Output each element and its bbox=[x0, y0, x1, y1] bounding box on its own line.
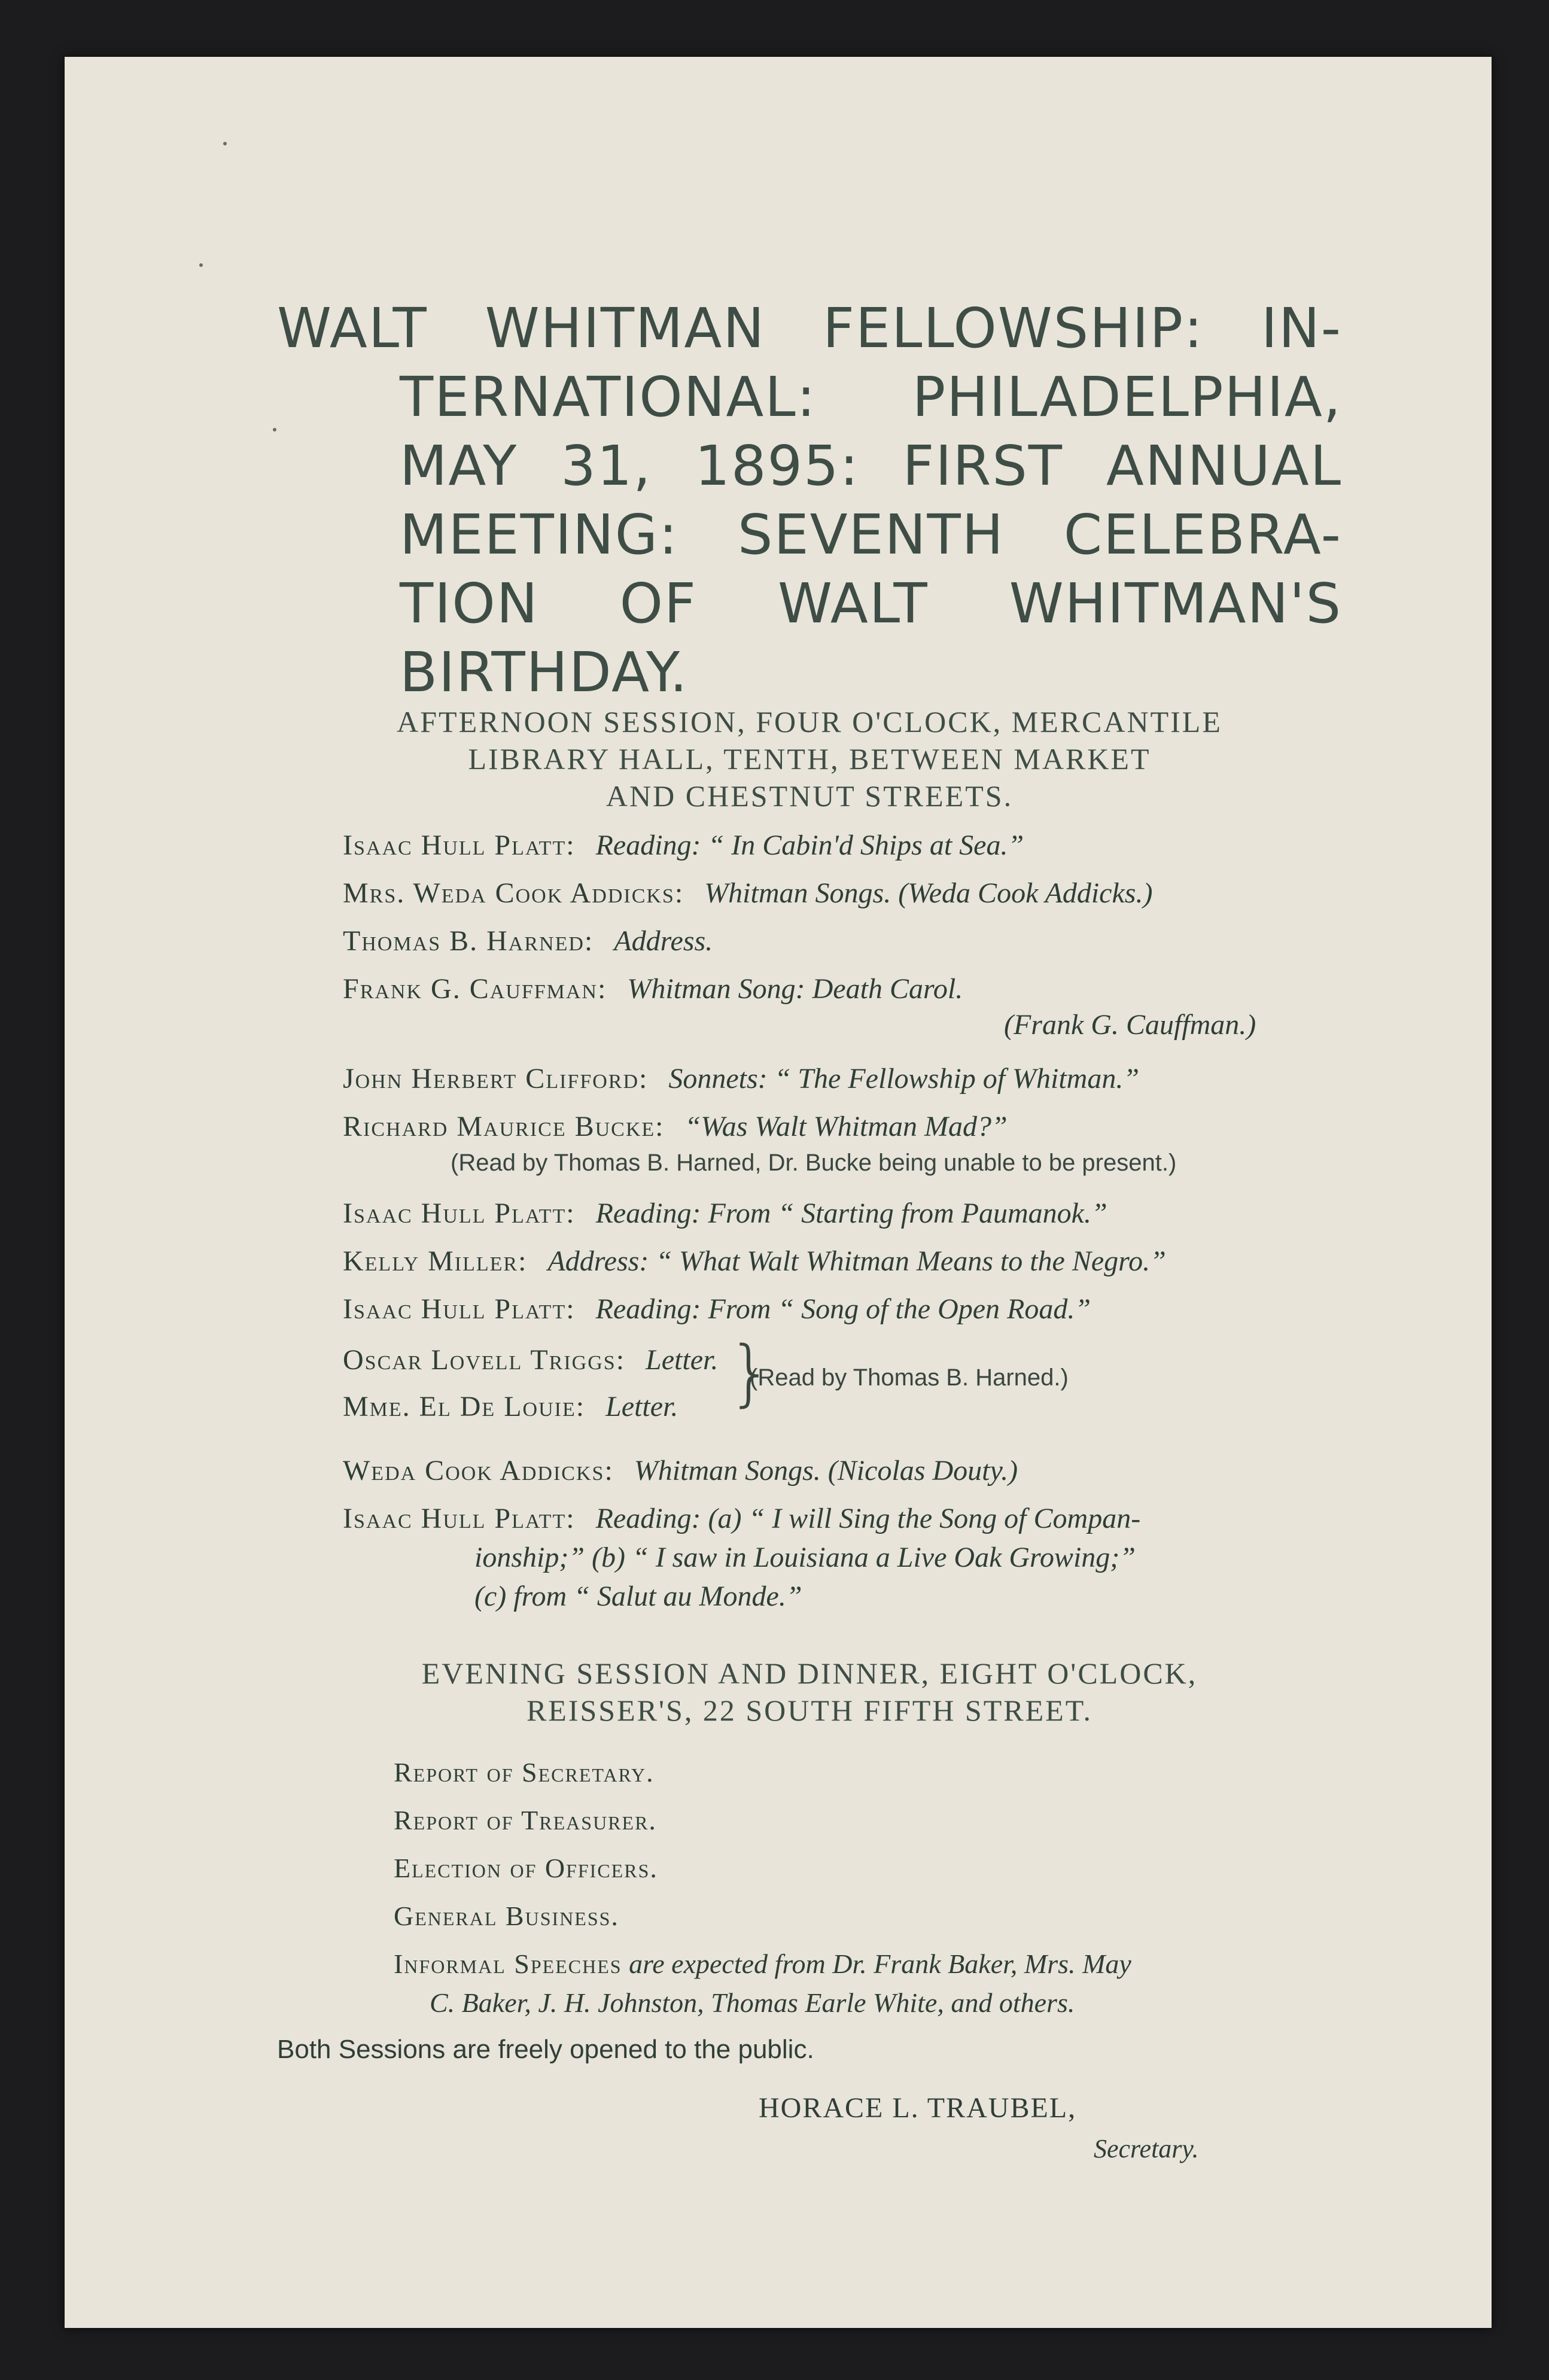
performance: Address: “ What Walt Whitman Means to the Negro.” bbox=[547, 1245, 1166, 1277]
program-item: Isaac Hull Platt: Reading: (a) “ I will Sing the Song of Compan- bbox=[343, 1503, 1141, 1534]
evening-item bbox=[394, 1948, 1131, 1980]
speeches-text-continuation: C. Baker, J. H. Johnston, Thomas Earle White, and others. bbox=[430, 1987, 1075, 2018]
performance: Reading: From “ Song of the Open Road.” bbox=[595, 1293, 1091, 1325]
evening-item: Report of Treasurer. bbox=[394, 1805, 657, 1835]
program-item: Kelly Miller: Address: “ What Walt Whitman Means to the Negro.” bbox=[343, 1245, 1166, 1277]
performer-name: Isaac Hull Platt bbox=[343, 1197, 567, 1229]
program-item: Isaac Hull Platt: Reading: From “ Song of the Open Road.” bbox=[343, 1293, 1091, 1325]
evening-heading bbox=[277, 1655, 1342, 1729]
signature-name: HORACE L. TRAUBEL, bbox=[759, 2092, 1077, 2124]
evening-item: Election of Officers. bbox=[394, 1853, 658, 1883]
performance: Whitman Songs. (Weda Cook Addicks.) bbox=[704, 877, 1153, 909]
performer-name: Thomas B. Harned bbox=[343, 925, 585, 957]
performer-name: Mme. El De Louie bbox=[343, 1391, 576, 1422]
title-line-2: TERNATIONAL: PHILADELPHIA, bbox=[400, 365, 1342, 429]
program-page bbox=[65, 57, 1492, 2328]
performance: Letter. bbox=[646, 1344, 719, 1376]
performance: Letter. bbox=[605, 1391, 678, 1422]
program-item: John Herbert Clifford: Sonnets: “ The Fellowship of Whitman.” bbox=[343, 1063, 1140, 1095]
performance: Reading: “ In Cabin'd Ships at Sea.” bbox=[595, 829, 1024, 861]
performer-name: Weda Cook Addicks bbox=[343, 1455, 605, 1487]
paper-speck bbox=[223, 142, 227, 145]
signature-title: Secretary. bbox=[1094, 2134, 1199, 2163]
brace-note: (Read by Thomas B. Harned.) bbox=[750, 1364, 1069, 1391]
evening-heading-line-2: REISSER'S, 22 SOUTH FIFTH STREET. bbox=[526, 1694, 1093, 1727]
performance: Whitman Song: Death Carol. bbox=[627, 973, 963, 1005]
performer-name: Richard Maurice Bucke bbox=[343, 1111, 656, 1142]
performance: Reading: From “ Starting from Paumanok.” bbox=[595, 1197, 1107, 1229]
performance: Reading: (a) “ I will Sing the Song of Compan- bbox=[595, 1503, 1141, 1534]
performer-name: Isaac Hull Platt bbox=[343, 1503, 567, 1534]
performance: Address. bbox=[614, 925, 713, 957]
program-item-continuation: ionship;” (b) “ I saw in Louisiana a Live Oak Growing;” bbox=[474, 1542, 1136, 1573]
performer-name: Isaac Hull Platt bbox=[343, 829, 567, 861]
performance: Sonnets: “ The Fellowship of Whitman.” bbox=[668, 1063, 1140, 1095]
evening-heading-line-1: EVENING SESSION AND DINNER, EIGHT O'CLOCK, bbox=[421, 1656, 1198, 1690]
speeches-text: are expected from Dr. Frank Baker, Mrs. May bbox=[629, 1949, 1131, 1979]
program-item: Oscar Lovell Triggs: Letter. bbox=[343, 1344, 719, 1376]
title-line-3: MAY 31, 1895: FIRST ANNUAL bbox=[400, 434, 1342, 498]
title-line-4: MEETING: SEVENTH CELEBRA- bbox=[400, 503, 1342, 567]
program-item-continuation: (Frank G. Cauffman.) bbox=[1004, 1009, 1256, 1041]
afternoon-heading-line-1: AFTERNOON SESSION, FOUR O'CLOCK, MERCANTILE bbox=[397, 705, 1222, 738]
evening-item: General Business. bbox=[394, 1901, 619, 1931]
program-item: Mme. El De Louie: Letter. bbox=[343, 1391, 678, 1422]
program-item: Weda Cook Addicks: Whitman Songs. (Nicolas Douty.) bbox=[343, 1455, 1018, 1487]
performer-name: Isaac Hull Platt bbox=[343, 1293, 567, 1325]
program-item-continuation: (c) from “ Salut au Monde.” bbox=[474, 1580, 802, 1612]
program-item: Isaac Hull Platt: Reading: From “ Starting from Paumanok.” bbox=[343, 1197, 1107, 1229]
program-item: Mrs. Weda Cook Addicks: Whitman Songs. (Weda Cook Addicks.) bbox=[343, 877, 1153, 909]
performer-name: Mrs. Weda Cook Addicks bbox=[343, 877, 675, 909]
afternoon-heading-line-3: AND CHESTNUT STREETS. bbox=[605, 779, 1014, 813]
program-item: Richard Maurice Bucke: “Was Walt Whitman Mad?” bbox=[343, 1111, 1008, 1142]
paper-speck bbox=[273, 428, 276, 431]
brace-icon: } bbox=[728, 1332, 774, 1415]
performer-name: Oscar Lovell Triggs bbox=[343, 1344, 616, 1376]
performer-name: John Herbert Clifford bbox=[343, 1063, 640, 1095]
performer-name: Kelly Miller bbox=[343, 1245, 519, 1277]
afternoon-heading-line-2: LIBRARY HALL, TENTH, BETWEEN MARKET bbox=[468, 742, 1151, 776]
performance: “Was Walt Whitman Mad?” bbox=[684, 1111, 1008, 1142]
title-line-1: WALT WHITMAN FELLOWSHIP: IN- bbox=[277, 296, 1342, 360]
program-note: (Read by Thomas B. Harned, Dr. Bucke being unable to be present.) bbox=[451, 1150, 1177, 1176]
performer-name: Frank G. Cauffman bbox=[343, 973, 598, 1005]
performance: Whitman Songs. (Nicolas Douty.) bbox=[634, 1455, 1018, 1487]
program-item: Thomas B. Harned: Address. bbox=[343, 925, 713, 957]
closing-note: Both Sessions are freely opened to the public. bbox=[277, 2035, 814, 2064]
title-line-6: BIRTHDAY. bbox=[400, 640, 689, 704]
title-line-5: TION OF WALT WHITMAN'S bbox=[400, 572, 1342, 636]
evening-item: Report of Secretary. bbox=[394, 1757, 655, 1788]
program-item: Frank G. Cauffman: Whitman Song: Death Carol. bbox=[343, 973, 963, 1005]
speeches-label: Informal Speeches bbox=[394, 1949, 622, 1979]
afternoon-heading bbox=[277, 703, 1342, 814]
paper-speck bbox=[199, 263, 203, 267]
program-item: Isaac Hull Platt: Reading: “ In Cabin'd Ships at Sea.” bbox=[343, 829, 1024, 861]
